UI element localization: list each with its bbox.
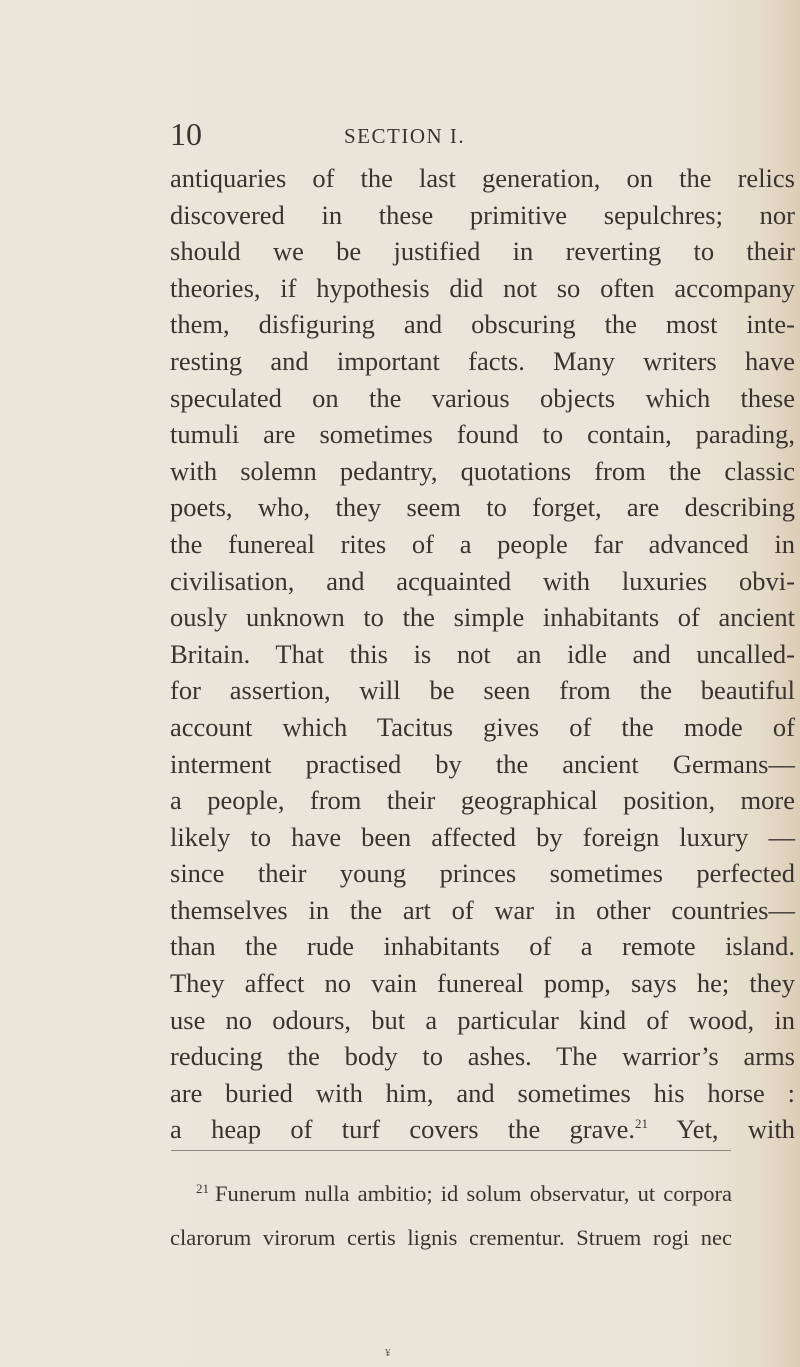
footnote-line: clarorum virorum certis lignis crementur. Struem rogi nec — [170, 1225, 732, 1250]
body-line: tumuli are sometimes found to contain, parading, — [170, 419, 795, 450]
body-line: a people, from their geographical position, more — [170, 785, 795, 816]
body-line: account which Tacitus gives of the mode of — [170, 711, 795, 742]
body-line: with solemn pedantry, quotations from the classic — [170, 455, 795, 486]
footnote-divider — [171, 1150, 731, 1151]
body-line: since their young princes sometimes perfected — [170, 858, 795, 889]
body-text-span: a heap of turf covers the grave. — [170, 1114, 635, 1145]
body-line: theories, if hypothesis did not so often accompany — [170, 272, 795, 303]
body-line: resting and important facts. Many writers have — [170, 345, 795, 376]
body-line: the funereal rites of a people far advanced in — [170, 528, 795, 559]
body-line — [170, 1111, 795, 1148]
footnote-text: Funerum nulla ambitio; id solum observatur, ut corpora — [215, 1181, 732, 1206]
body-line: reducing the body to ashes. The warrior’s arms — [170, 1041, 795, 1072]
body-line: likely to have been affected by foreign luxury — — [170, 821, 795, 852]
body-line: discovered in these primitive sepulchres; nor — [170, 199, 795, 230]
body-line: poets, who, they seem to forget, are describing — [170, 492, 795, 523]
body-line: are buried with him, and sometimes his horse : — [170, 1077, 795, 1108]
body-line: Britain. That this is not an idle and uncalled- — [170, 638, 795, 669]
footnotes — [170, 1172, 732, 1260]
body-line: civilisation, and acquainted with luxuries obvi- — [170, 565, 795, 596]
body-line: ously unknown to the simple inhabitants of ancient — [170, 602, 795, 633]
footnote-ref[interactable]: 21 — [635, 1116, 648, 1132]
body-line: should we be justified in reverting to their — [170, 236, 795, 267]
body-line: themselves in the art of war in other countries— — [170, 894, 795, 925]
footnote-line — [170, 1172, 732, 1216]
page-number: 10 — [170, 116, 202, 152]
body-line: for assertion, will be seen from the beautiful — [170, 675, 795, 706]
body-line: than the rude inhabitants of a remote island. — [170, 931, 795, 962]
body-line: speculated on the various objects which these — [170, 382, 795, 413]
body-line: them, disfiguring and obscuring the most inte- — [170, 309, 795, 340]
body-line: use no odours, but a particular kind of wood, in — [170, 1004, 795, 1035]
footnote-number: 21 — [196, 1181, 209, 1196]
body-text-span: Yet, with — [648, 1114, 795, 1145]
scan-mark: ¥ — [385, 1347, 391, 1359]
body-line: They affect no vain funereal pomp, says he; they — [170, 968, 795, 999]
running-title: SECTION I. — [344, 124, 466, 148]
body-line: antiquaries of the last generation, on the relics — [170, 163, 795, 193]
body-line: interment practised by the ancient Germans— — [170, 748, 795, 779]
body-text — [170, 160, 795, 1148]
